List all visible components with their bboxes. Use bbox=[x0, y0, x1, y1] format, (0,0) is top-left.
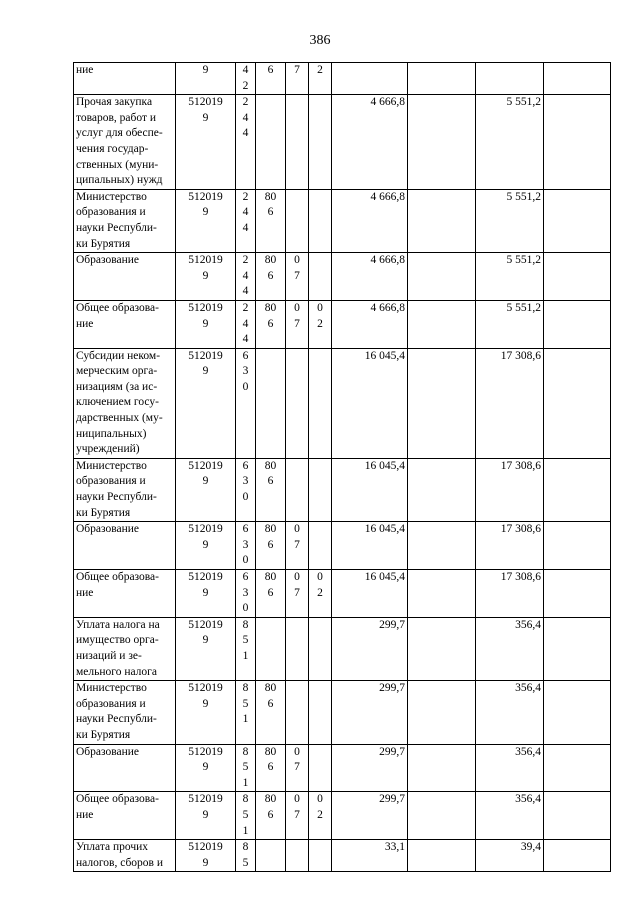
table-row bbox=[74, 617, 611, 680]
row-empty-cell bbox=[544, 348, 611, 458]
row-sum1-cell: 16 045,4 bbox=[332, 522, 408, 570]
table-row bbox=[74, 792, 611, 840]
row-sum1-cell: 16 045,4 bbox=[332, 348, 408, 458]
row-rz-cell bbox=[286, 348, 309, 458]
row-vr-cell: 6 3 0 bbox=[236, 570, 256, 618]
row-csr-cell: 512019 9 bbox=[176, 300, 236, 348]
row-sum1-cell: 4 666,8 bbox=[332, 95, 408, 190]
row-rz-cell: 0 7 bbox=[286, 744, 309, 792]
row-empty-cell bbox=[544, 63, 611, 95]
row-csr-cell: 512019 9 bbox=[176, 681, 236, 744]
row-sum2-cell: 356,4 bbox=[476, 617, 544, 680]
row-empty-cell bbox=[544, 617, 611, 680]
row-csr-cell: 512019 9 bbox=[176, 522, 236, 570]
table-row bbox=[74, 300, 611, 348]
row-sum1-cell: 4 666,8 bbox=[332, 300, 408, 348]
row-grbs-cell: 80 6 bbox=[256, 522, 286, 570]
row-grbs-cell: 80 6 bbox=[256, 253, 286, 301]
row-sum1-cell: 33,1 bbox=[332, 840, 408, 872]
row-sum2-cell bbox=[476, 63, 544, 95]
row-empty-cell bbox=[408, 63, 476, 95]
row-empty-cell bbox=[544, 189, 611, 252]
row-csr-cell: 512019 9 bbox=[176, 458, 236, 521]
row-empty-cell bbox=[544, 300, 611, 348]
row-empty-cell bbox=[544, 681, 611, 744]
row-grbs-cell bbox=[256, 617, 286, 680]
row-name-cell: Образование bbox=[74, 522, 176, 570]
row-pr-cell bbox=[309, 681, 332, 744]
row-pr-cell: 0 2 bbox=[309, 792, 332, 840]
row-vr-cell: 6 3 0 bbox=[236, 348, 256, 458]
table-row bbox=[74, 348, 611, 458]
table-body bbox=[74, 63, 611, 872]
row-csr-cell: 512019 9 bbox=[176, 189, 236, 252]
row-name-cell: Общее образова- ние bbox=[74, 792, 176, 840]
row-empty-cell bbox=[544, 792, 611, 840]
row-sum2-cell: 39,4 bbox=[476, 840, 544, 872]
row-rz-cell bbox=[286, 681, 309, 744]
row-name-cell: Уплата прочих налогов, сборов и bbox=[74, 840, 176, 872]
row-name-cell: Образование bbox=[74, 744, 176, 792]
row-rz-cell: 0 7 bbox=[286, 792, 309, 840]
row-empty-cell bbox=[408, 792, 476, 840]
table-row bbox=[74, 681, 611, 744]
row-grbs-cell: 80 6 bbox=[256, 189, 286, 252]
row-grbs-cell bbox=[256, 95, 286, 190]
row-vr-cell: 2 4 4 bbox=[236, 253, 256, 301]
row-empty-cell bbox=[408, 253, 476, 301]
row-name-cell: Министерство образования и науки Республи- ки Бурятия bbox=[74, 189, 176, 252]
row-empty-cell bbox=[544, 840, 611, 872]
row-name-cell: Субсидии неком- мерческим орга- низациям (за ис- ключением госу- дарственных (му- ниципальных) учреждений) bbox=[74, 348, 176, 458]
row-empty-cell bbox=[408, 744, 476, 792]
table-row bbox=[74, 63, 611, 95]
row-empty-cell bbox=[544, 253, 611, 301]
row-sum2-cell: 5 551,2 bbox=[476, 253, 544, 301]
row-rz-cell: 7 bbox=[286, 63, 309, 95]
row-csr-cell: 9 bbox=[176, 63, 236, 95]
row-empty-cell bbox=[544, 570, 611, 618]
row-name-cell: Министерство образования и науки Республи- ки Бурятия bbox=[74, 681, 176, 744]
row-sum1-cell: 299,7 bbox=[332, 681, 408, 744]
table-row bbox=[74, 253, 611, 301]
row-pr-cell bbox=[309, 189, 332, 252]
row-pr-cell bbox=[309, 95, 332, 190]
row-rz-cell: 0 7 bbox=[286, 300, 309, 348]
row-csr-cell: 512019 9 bbox=[176, 744, 236, 792]
row-pr-cell bbox=[309, 348, 332, 458]
row-pr-cell: 0 2 bbox=[309, 570, 332, 618]
row-csr-cell: 512019 9 bbox=[176, 617, 236, 680]
row-empty-cell bbox=[408, 189, 476, 252]
row-empty-cell bbox=[544, 95, 611, 190]
row-rz-cell bbox=[286, 840, 309, 872]
row-grbs-cell: 80 6 bbox=[256, 300, 286, 348]
row-name-cell: Уплата налога на имущество орга- низаций и зе- мельного налога bbox=[74, 617, 176, 680]
row-pr-cell bbox=[309, 458, 332, 521]
row-vr-cell: 6 3 0 bbox=[236, 522, 256, 570]
row-empty-cell bbox=[408, 458, 476, 521]
row-sum2-cell: 356,4 bbox=[476, 792, 544, 840]
row-sum1-cell: 4 666,8 bbox=[332, 189, 408, 252]
row-sum2-cell: 17 308,6 bbox=[476, 522, 544, 570]
row-vr-cell: 8 5 1 bbox=[236, 681, 256, 744]
row-sum1-cell bbox=[332, 63, 408, 95]
row-vr-cell: 8 5 1 bbox=[236, 744, 256, 792]
row-rz-cell bbox=[286, 95, 309, 190]
row-vr-cell: 8 5 bbox=[236, 840, 256, 872]
row-vr-cell: 2 4 4 bbox=[236, 95, 256, 190]
row-empty-cell bbox=[408, 617, 476, 680]
row-empty-cell bbox=[408, 840, 476, 872]
row-empty-cell bbox=[544, 744, 611, 792]
row-sum1-cell: 16 045,4 bbox=[332, 570, 408, 618]
table-row bbox=[74, 458, 611, 521]
row-csr-cell: 512019 9 bbox=[176, 95, 236, 190]
row-sum1-cell: 299,7 bbox=[332, 792, 408, 840]
row-rz-cell bbox=[286, 617, 309, 680]
row-csr-cell: 512019 9 bbox=[176, 840, 236, 872]
row-empty-cell bbox=[544, 522, 611, 570]
row-vr-cell: 8 5 1 bbox=[236, 792, 256, 840]
row-empty-cell bbox=[544, 458, 611, 521]
row-sum2-cell: 356,4 bbox=[476, 744, 544, 792]
row-empty-cell bbox=[408, 348, 476, 458]
row-name-cell: Общее образова- ние bbox=[74, 300, 176, 348]
row-name-cell: Министерство образования и науки Республи- ки Бурятия bbox=[74, 458, 176, 521]
row-name-cell: Образование bbox=[74, 253, 176, 301]
page-number: 386 bbox=[309, 33, 331, 48]
row-sum2-cell: 17 308,6 bbox=[476, 570, 544, 618]
row-rz-cell: 0 7 bbox=[286, 253, 309, 301]
row-rz-cell bbox=[286, 189, 309, 252]
row-sum2-cell: 17 308,6 bbox=[476, 348, 544, 458]
row-grbs-cell bbox=[256, 348, 286, 458]
row-empty-cell bbox=[408, 522, 476, 570]
row-grbs-cell: 80 6 bbox=[256, 458, 286, 521]
row-rz-cell: 0 7 bbox=[286, 570, 309, 618]
table-row bbox=[74, 189, 611, 252]
row-grbs-cell: 80 6 bbox=[256, 570, 286, 618]
row-name-cell: ние bbox=[74, 63, 176, 95]
row-sum2-cell: 5 551,2 bbox=[476, 300, 544, 348]
row-vr-cell: 4 2 bbox=[236, 63, 256, 95]
row-vr-cell: 8 5 1 bbox=[236, 617, 256, 680]
row-vr-cell: 2 4 4 bbox=[236, 300, 256, 348]
row-sum1-cell: 4 666,8 bbox=[332, 253, 408, 301]
row-csr-cell: 512019 9 bbox=[176, 570, 236, 618]
row-sum2-cell: 5 551,2 bbox=[476, 95, 544, 190]
row-rz-cell: 0 7 bbox=[286, 522, 309, 570]
row-pr-cell: 0 2 bbox=[309, 300, 332, 348]
table-row bbox=[74, 95, 611, 190]
row-empty-cell bbox=[408, 570, 476, 618]
table-row bbox=[74, 522, 611, 570]
row-grbs-cell bbox=[256, 840, 286, 872]
row-sum1-cell: 299,7 bbox=[332, 617, 408, 680]
row-sum2-cell: 356,4 bbox=[476, 681, 544, 744]
row-grbs-cell: 80 6 bbox=[256, 792, 286, 840]
row-sum1-cell: 16 045,4 bbox=[332, 458, 408, 521]
row-name-cell: Прочая закупка товаров, работ и услуг для обеспе- чения государ- ственных (муни- ципальных) нужд bbox=[74, 95, 176, 190]
row-pr-cell bbox=[309, 253, 332, 301]
row-csr-cell: 512019 9 bbox=[176, 253, 236, 301]
row-pr-cell: 2 bbox=[309, 63, 332, 95]
row-vr-cell: 6 3 0 bbox=[236, 458, 256, 521]
row-rz-cell bbox=[286, 458, 309, 521]
row-empty-cell bbox=[408, 95, 476, 190]
row-name-cell: Общее образова- ние bbox=[74, 570, 176, 618]
row-csr-cell: 512019 9 bbox=[176, 348, 236, 458]
row-pr-cell bbox=[309, 744, 332, 792]
row-pr-cell bbox=[309, 522, 332, 570]
row-grbs-cell: 6 bbox=[256, 63, 286, 95]
row-sum2-cell: 5 551,2 bbox=[476, 189, 544, 252]
row-empty-cell bbox=[408, 300, 476, 348]
row-sum2-cell: 17 308,6 bbox=[476, 458, 544, 521]
table-row bbox=[74, 570, 611, 618]
table-row bbox=[74, 744, 611, 792]
row-csr-cell: 512019 9 bbox=[176, 792, 236, 840]
row-grbs-cell: 80 6 bbox=[256, 744, 286, 792]
row-pr-cell bbox=[309, 840, 332, 872]
row-pr-cell bbox=[309, 617, 332, 680]
row-sum1-cell: 299,7 bbox=[332, 744, 408, 792]
row-grbs-cell: 80 6 bbox=[256, 681, 286, 744]
budget-table bbox=[73, 62, 611, 872]
row-empty-cell bbox=[408, 681, 476, 744]
table-row bbox=[74, 840, 611, 872]
row-vr-cell: 2 4 4 bbox=[236, 189, 256, 252]
